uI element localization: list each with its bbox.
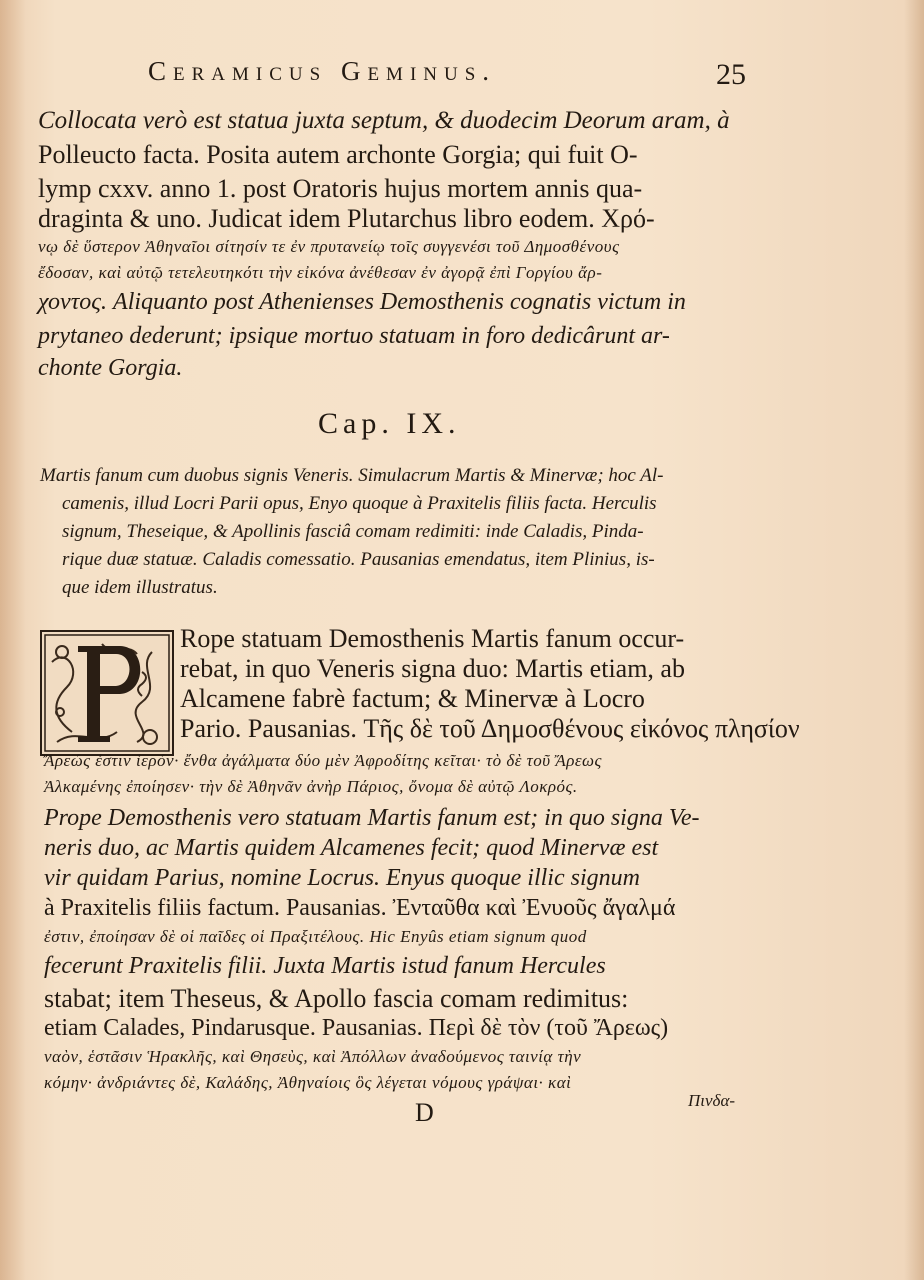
text-line: stabat; item Theseus, & Apollo fascia comam redimitus: — [44, 984, 629, 1013]
text-line: neris duo, ac Martis quidem Alcamenes fecit; quod Minervæ est — [44, 835, 659, 861]
summary-line: signum, Theseique, & Apollinis fasciâ comam redimiti: inde Caladis, Pinda- — [62, 521, 644, 542]
text-line: chonte Gorgia. — [38, 355, 183, 381]
running-head: Ceramicus Geminus. — [148, 56, 497, 86]
text-line: vir quidam Parius, nomine Locrus. Enyus quoque illic signum — [44, 865, 640, 891]
decorated-initial — [40, 630, 174, 756]
text-line — [180, 716, 800, 742]
text-run: Pario. Pausanias. Τῆς δὲ τοῦ Δημοσθένους εἰκόνος πλησίον — [180, 714, 800, 743]
summary-line: camenis, illud Locri Parii opus, Enyo quoque à Praxitelis filiis facta. Herculis — [62, 493, 657, 514]
summary-line: rique duæ statuæ. Caladis comessatio. Pausanias emendatus, item Plinius, is- — [62, 549, 655, 570]
text-line: Polleucto facta. Posita autem archonte Gorgia; qui fuit O- — [38, 140, 638, 169]
summary-line: que idem illustratus. — [62, 577, 218, 598]
summary-line: Martis fanum cum duobus signis Veneris. Simulacrum Martis & Minervæ; hoc Al- — [40, 465, 664, 486]
signature-mark: D — [415, 1098, 434, 1127]
greek-line: ναὸν, ἑστᾶσιν Ἡρακλῆς, καὶ Θησεὺς, καὶ Ἀπόλλων ἀναδούμενος ταινίᾳ τὴν — [44, 1047, 582, 1066]
greek-line: ἔδοσαν, καὶ αὐτῷ τετελευτηκότι τὴν εἰκόνα ἀνέθεσαν ἐν ἀγορᾷ ἐπὶ Γοργίου ἄρ- — [38, 263, 603, 282]
text-line: Rope statuam Demosthenis Martis fanum occur- — [180, 624, 685, 653]
text-line: à Praxitelis filiis factum. Pausanias. Ἐνταῦθα καὶ Ἐνυοῦς ἄγαλμά — [44, 895, 676, 921]
greek-line: Ἀλκαμένης ἐποίησεν· τὴν δὲ Ἀθηνᾶν ἀνὴρ Πάριος, ὄνομα δὲ αὐτῷ Λοκρός. — [44, 777, 578, 796]
text-line: prytaneo dederunt; ipsique mortuo statuam in foro dedicârunt ar- — [38, 323, 670, 349]
text-line: lymp cxxv. anno 1. post Oratoris hujus mortem annis qua- — [38, 174, 643, 203]
page-left-shadow — [0, 0, 26, 1280]
greek-line: νῳ δὲ ὕστερον Ἀθηναῖοι σίτησίν τε ἐν πρυτανείῳ τοῖς συγγενέσι τοῦ Δημοσθένους — [38, 237, 620, 256]
text-line: rebat, in quo Veneris signa duo: Martis etiam, ab — [180, 654, 685, 683]
greek-line: κόμην· ἀνδριάντες δὲ, Καλάδης, Ἀθηναίοις ὃς λέγεται νόμους γράψαι· καὶ — [44, 1073, 572, 1092]
greek-line: ἐστιν, ἐποίησαν δὲ οἱ παῖδες οἱ Πραξιτέλους. Hic Enyûs etiam signum quod — [44, 927, 587, 946]
text-line: draginta & uno. Judicat idem Plutarchus libro eodem. Χρό- — [38, 204, 655, 233]
page-right-shadow — [904, 0, 924, 1280]
text-line: etiam Calades, Pindarusque. Pausanias. Περὶ δὲ τὸν (τοῦ Ἄρεως) — [44, 1015, 669, 1041]
text-line: χοντος. Aliquanto post Athenienses Demosthenis cognatis victum in — [38, 289, 686, 315]
catchword: Πινδα- — [688, 1091, 736, 1110]
page-number: 25 — [716, 58, 746, 91]
text-line: fecerunt Praxitelis filii. Juxta Martis istud fanum Hercules — [44, 953, 606, 979]
text-line: Alcamene fabrè factum; & Minervæ à Locro — [180, 684, 645, 713]
chapter-heading: Cap. IX. — [318, 407, 461, 440]
greek-line: Ἄρεώς ἐστιν ἱερόν· ἔνθα ἀγάλματα δύο μὲν Ἀφροδίτης κεῖται· τὸ δὲ τοῦ Ἄρεως — [44, 751, 602, 770]
initial-ornament-icon — [42, 632, 172, 754]
text-line: Prope Demosthenis vero statuam Martis fanum est; in quo signa Ve- — [44, 805, 700, 831]
text-line: Collocata verò est statua juxta septum, & duodecim Deorum aram, à — [38, 107, 730, 134]
